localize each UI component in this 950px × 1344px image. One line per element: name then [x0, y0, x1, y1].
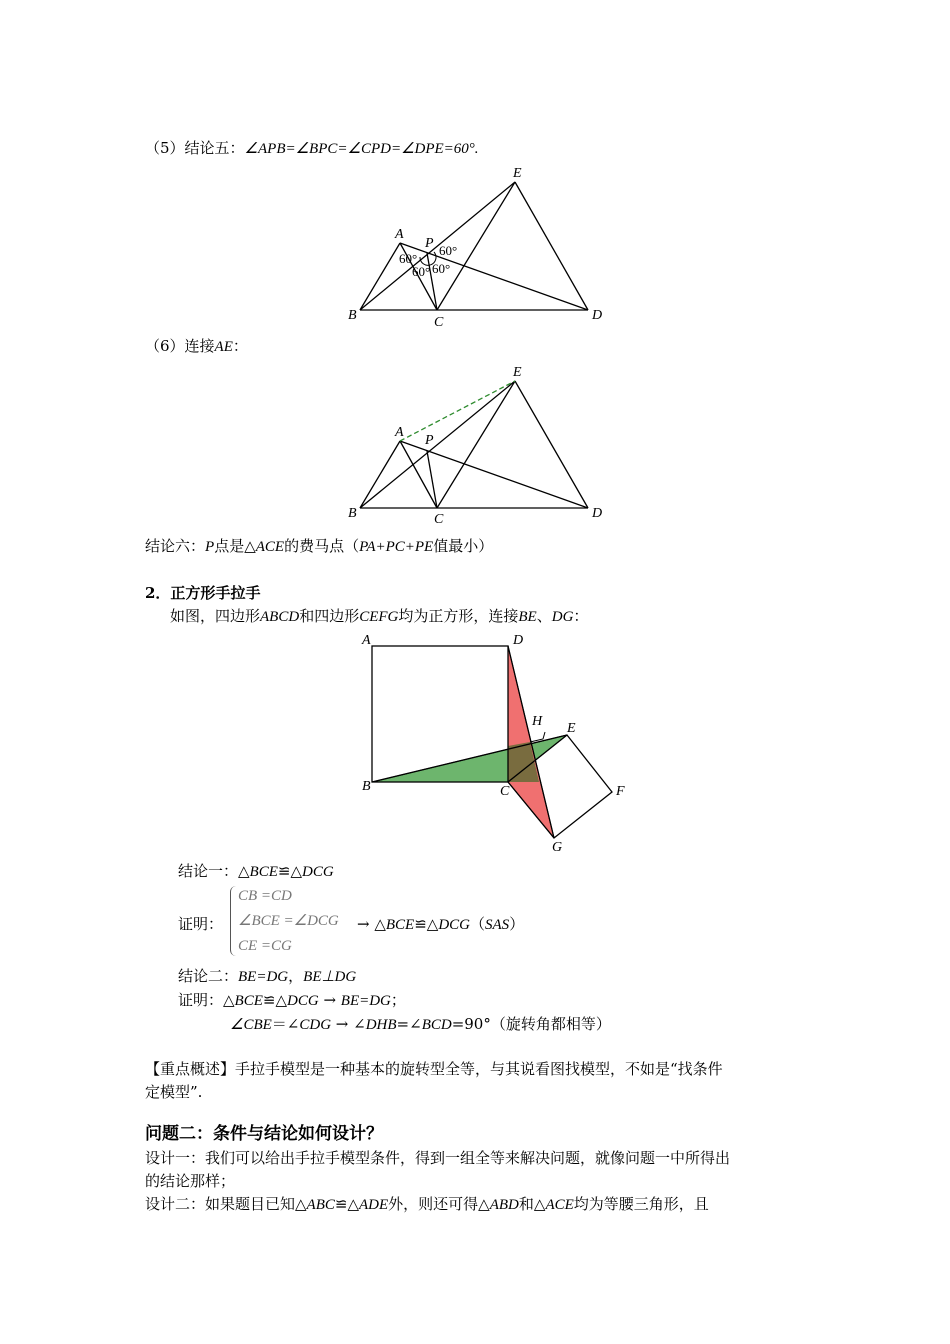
proof2-line2: [230, 1014, 611, 1035]
fig1-label-D: D: [592, 308, 603, 323]
p2-t1: BCE: [234, 993, 263, 1009]
intro-dg: DG: [551, 609, 574, 625]
fig3-label-H: H: [532, 714, 543, 729]
fig1-label-A: A: [395, 227, 404, 242]
conclusion6-tri: ACE: [255, 539, 285, 555]
intro-sep: 、: [536, 607, 552, 625]
fig1-angle-2: 60°: [399, 251, 418, 266]
p2-semi: ；: [390, 991, 406, 1009]
p2-e: DHB: [365, 1017, 397, 1033]
fig2-label-B: B: [348, 506, 357, 521]
proof1-result: [357, 914, 524, 935]
d2-b: ≌△: [334, 1195, 359, 1213]
d2-d: 和△: [518, 1195, 546, 1213]
conclusion6-mid2: 的费马点（: [284, 537, 360, 555]
proof2-line1: [178, 990, 406, 1011]
p2-arrow: →: [318, 991, 341, 1009]
intro-end: ：: [573, 607, 589, 625]
summary-line2: 定模型”.: [145, 1083, 203, 1101]
section6-suffix: ：: [232, 337, 248, 355]
p2-cong: ≌△: [262, 991, 287, 1009]
p2-t2: DCG: [287, 993, 319, 1009]
p1-t2: DCG: [438, 917, 470, 933]
fig2-label-E: E: [513, 365, 522, 380]
conclusion2-line: [178, 966, 356, 987]
fig2-label-C: C: [434, 512, 444, 527]
c1-cong: ≌△: [277, 862, 302, 880]
fig3-label-C: C: [500, 784, 510, 799]
p1-pc: ）: [509, 915, 525, 933]
c2-eq: BE=DG: [238, 969, 289, 985]
proof1-label: 证明：: [178, 915, 224, 933]
d2-ace: ACE: [545, 1197, 574, 1213]
p2-b: ＝∠: [271, 1015, 300, 1033]
p2-label: 证明：△: [178, 991, 235, 1009]
fig1-label-C: C: [434, 315, 444, 330]
conclusion6-p: P: [205, 539, 215, 555]
proof1-cond1: CB =CD: [238, 888, 292, 904]
section5-prefix: （5）结论五：: [145, 139, 245, 157]
c1-t1: BCE: [249, 864, 278, 880]
fig1-angle-1: 60°: [439, 243, 458, 258]
design1-line2: 的结论那样；: [145, 1172, 236, 1190]
intro-3: 均为正方形，连接: [398, 607, 519, 625]
p1-po: （: [470, 915, 486, 933]
d2-abc: ABC: [306, 1197, 335, 1213]
p2-f: =∠: [396, 1015, 422, 1033]
intro-1: 如图，四边形: [170, 607, 261, 625]
c1-t2: DCG: [302, 864, 334, 880]
fig2-label-D: D: [592, 506, 603, 521]
proof1-cond3: CE =CG: [238, 938, 292, 954]
summary-line1: 【重点概述】手拉手模型是一种基本的旋转型全等，与其说看图找模型，不如是“找条件: [145, 1060, 723, 1078]
fig3-label-G: G: [552, 840, 563, 855]
fig3-label-A: A: [362, 633, 371, 648]
d2-ade: ADE: [359, 1197, 389, 1213]
fig1-label-P: P: [425, 236, 434, 251]
d2-a: 设计二：如果题目已知△: [145, 1195, 307, 1213]
p2-eq: BE=DG: [340, 993, 391, 1009]
p1-t1: BCE: [385, 917, 415, 933]
p2-g: BCD: [421, 1017, 452, 1033]
fig3-label-D: D: [513, 633, 524, 648]
fig2-label-A: A: [395, 425, 404, 440]
fig1-label-B: B: [348, 308, 357, 323]
p2-d: → ∠: [331, 1015, 366, 1033]
c1-prefix: 结论一：△: [178, 862, 250, 880]
c2-comma: ，: [288, 967, 304, 985]
p1-arrow: → △: [357, 915, 386, 933]
section6-seg: AE: [214, 339, 233, 355]
section2-title: 2．正方形手拉手: [145, 584, 261, 602]
d2-abd: ABD: [489, 1197, 519, 1213]
c2-prefix: 结论二：: [178, 967, 239, 985]
fig3-label-F: F: [616, 784, 625, 799]
p2-a: ∠CBE: [230, 1017, 272, 1033]
intro-cefg: CEFG: [359, 609, 399, 625]
p2-c: CDG: [299, 1017, 332, 1033]
fig1-angle-3: 60°: [412, 264, 431, 279]
conclusion6-suffix: 值最小）: [433, 537, 494, 555]
design2-line: [145, 1194, 709, 1215]
conclusion6-mid: 点是△: [214, 537, 256, 555]
fig1-label-E: E: [513, 166, 522, 181]
p1-sas: SAS: [485, 917, 510, 933]
fig3-label-B: B: [362, 779, 371, 794]
c2-perp: BE⊥DG: [303, 969, 357, 985]
proof1-cond2: ∠BCE =∠DCG: [238, 913, 339, 929]
section6-prefix: （6）连接: [145, 337, 215, 355]
d2-e: 均为等腰三角形，且: [573, 1195, 709, 1213]
fig3-label-E: E: [567, 721, 576, 736]
question2-title: 问题二：条件与结论如何设计？: [145, 1124, 383, 1144]
conclusion1-line: [178, 861, 334, 882]
intro-2: 和四边形: [299, 607, 360, 625]
d2-c: 外，则还可得△: [388, 1195, 490, 1213]
conclusion6-prefix: 结论六：: [145, 537, 206, 555]
p2-h: =90°（旋转角都相等）: [451, 1015, 611, 1033]
p1-cong: ≌△: [414, 915, 439, 933]
intro-be: BE: [518, 609, 537, 625]
fig2-label-P: P: [425, 433, 434, 448]
conclusion6-expr: PA+PC+PE: [359, 539, 434, 555]
fig1-angle-4: 60°: [432, 261, 451, 276]
design1-line1: 设计一：我们可以给出手拉手模型条件，得到一组全等来解决问题，就像问题一中所得出: [145, 1149, 731, 1167]
section5-formula: ∠APB=∠BPC=∠CPD=∠DPE=60°.: [244, 141, 479, 157]
intro-abcd: ABCD: [260, 609, 300, 625]
